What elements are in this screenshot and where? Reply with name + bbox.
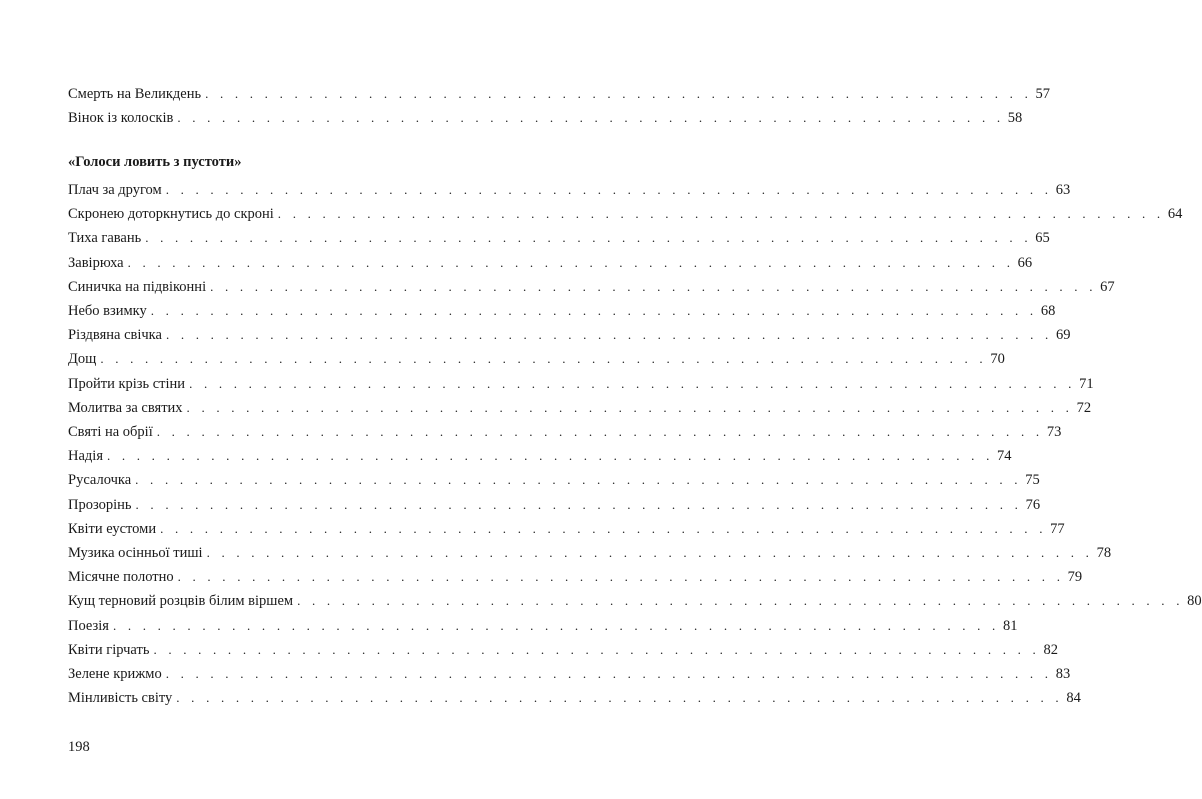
toc-entry-title: Смерть на Великдень bbox=[68, 86, 202, 102]
toc-entry-page: 70 bbox=[990, 351, 1005, 368]
toc-entry-title: Пройти крізь стіни bbox=[68, 375, 186, 392]
toc-entry bbox=[68, 589, 1202, 613]
toc-entry bbox=[68, 541, 1112, 565]
toc-entry bbox=[68, 614, 1018, 638]
toc-entry bbox=[68, 323, 1071, 347]
toc-entry bbox=[68, 662, 1071, 686]
toc-entry bbox=[68, 372, 1094, 396]
toc-entry-title: Синичка на підвіконні bbox=[68, 278, 207, 295]
toc-entry-page: 84 bbox=[1066, 690, 1081, 707]
toc-entry bbox=[68, 565, 1083, 589]
toc-dot-leader: . . . . . . . . . . . . . . . . . . . . . . . . . . . . . . . . . . . . . . . . . . . . . . . . . . . . . . . . . . . . bbox=[106, 448, 994, 464]
toc-entry-page: 74 bbox=[997, 448, 1012, 465]
toc-entry bbox=[68, 396, 1092, 420]
toc-dot-leader: . . . . . . . . . . . . . . . . . . . . . . . . . . . . . . . . . . . . . . . . . . . . . . . . . . . . . . . . . . . . bbox=[135, 472, 1022, 488]
toc-entry-page: 68 bbox=[1040, 303, 1056, 319]
toc-entry-page: 57 bbox=[1035, 86, 1051, 102]
toc-entry-page: 64 bbox=[1167, 206, 1183, 223]
section-heading: «Голоси ловить з пустоти» bbox=[68, 154, 242, 170]
toc-entry-title: Тиха гавань bbox=[68, 230, 142, 247]
toc-entry-title: Скронею доторкнутись до скроні bbox=[68, 206, 274, 223]
toc-entry-page: 69 bbox=[1056, 327, 1071, 344]
toc-entry-title: Прозорінь bbox=[68, 496, 132, 513]
toc-entry-page: 73 bbox=[1046, 424, 1062, 440]
toc-dot-leader: . . . . . . . . . . . . . . . . . . . . . . . . . . . . . . . . . . . . . . . . . . . . . . . . . . . . . . . . . . . . bbox=[100, 351, 987, 367]
toc-entry bbox=[68, 638, 1058, 662]
toc-entry-title: Надія bbox=[68, 448, 103, 465]
toc-dot-leader: . . . . . . . . . . . . . . . . . . . . . . . . . . . . . . . . . . . . . . . . . . . . . . . . . . . . . . . . . . . . bbox=[150, 303, 1038, 318]
toc-entry bbox=[68, 444, 1012, 468]
toc-entry-page: 80 bbox=[1187, 593, 1202, 610]
toc-entry-title: Квіти еустоми bbox=[68, 520, 157, 537]
toc-entry-title: Зелене крижмо bbox=[68, 666, 162, 682]
toc-dot-leader: . . . . . . . . . . . . . . . . . . . . . . . . . . . . . . . . . . . . . . . . . . . . . . . . . . . . . . . . . . . . bbox=[210, 278, 1097, 294]
toc-entry-title: Різдвяна свічка bbox=[68, 327, 162, 344]
toc-entry-page: 63 bbox=[1055, 182, 1071, 198]
toc-entry-title: Мінливість світу bbox=[68, 690, 173, 707]
toc-dot-leader: . . . . . . . . . . . . . . . . . . . . . . . . . . . . . . . . . . . . . . . . . . . . . . . . . . . . . . . . . . . . bbox=[165, 182, 1053, 197]
toc-dot-leader: . . . . . . . . . . . . . . . . . . . . . . . . . . . . . . . . . . . . . . . . . . . . . . . . . . . . . . . . . . . . bbox=[135, 496, 1023, 512]
toc-entry-title: Вінок із колосків bbox=[68, 110, 174, 126]
toc-entry-page: 79 bbox=[1067, 569, 1083, 586]
toc-entry bbox=[68, 686, 1081, 710]
toc-dot-leader: . . . . . . . . . . . . . . . . . . . . . . . . . . . . . . . . . . . . . . . . . . . . . . . . . . . . . . . . bbox=[205, 86, 1033, 101]
toc-entry-page: 76 bbox=[1025, 496, 1041, 513]
toc-dot-leader: . . . . . . . . . . . . . . . . . . . . . . . . . . . . . . . . . . . . . . . . . . . . . . . . . . . . . . . . . . . . bbox=[186, 399, 1074, 415]
toc-entry-title: Дощ bbox=[68, 351, 97, 368]
toc-dot-leader: . . . . . . . . . . . . . . . . . . . . . . . . . . . . . . . . . . . . . . . . . . . . . . . . . . . . . . . . . . . . bbox=[189, 375, 1076, 391]
toc-entry-title: Святі на обрії bbox=[68, 424, 153, 440]
toc-entry-title: Плач за другом bbox=[68, 182, 162, 198]
toc-entry bbox=[68, 420, 1062, 444]
toc-dot-leader: . . . . . . . . . . . . . . . . . . . . . . . . . . . . . . . . . . . . . . . . . . . . . . . . . . . . . . . . . . . . bbox=[160, 520, 1047, 536]
toc-entry-page: 75 bbox=[1025, 472, 1040, 489]
toc-dot-leader: . . . . . . . . . . . . . . . . . . . . . . . . . . . . . . . . . . . . . . . . . . . . . . . . . . . . . . . . . . . . bbox=[297, 593, 1184, 609]
toc-entry-page: 66 bbox=[1017, 254, 1033, 271]
toc-entry bbox=[68, 251, 1033, 275]
toc-dot-leader: . . . . . . . . . . . . . . . . . . . . . . . . . . . . . . . . . . . . . . . . . . . . . . . . . . . . . . . . . . . . bbox=[127, 254, 1015, 270]
toc-entry bbox=[68, 275, 1115, 299]
toc-entry bbox=[68, 468, 1040, 492]
toc-entry bbox=[68, 202, 1183, 226]
toc-entry-title: Поезія bbox=[68, 617, 109, 634]
toc-dot-leader: . . . . . . . . . . . . . . . . . . . . . . . . . . . . . . . . . . . . . . . . . . . . . . . . . . . . . . . . . . . . bbox=[165, 327, 1053, 343]
toc-entry-title: Завірюха bbox=[68, 254, 124, 271]
toc-dot-leader: . . . . . . . . . . . . . . . . . . . . . . . . . . . . . . . . . . . . . . . . . . . . . . . . . . . . . . . . . . . . bbox=[112, 617, 1000, 633]
toc-entry-page: 67 bbox=[1100, 278, 1115, 295]
toc-dot-leader: . . . . . . . . . . . . . . . . . . . . . . . . . . . . . . . . . . . . . . . . . . . . . . . . . . . . . . . . . . . . bbox=[206, 545, 1094, 560]
toc-entry bbox=[68, 493, 1041, 517]
toc-entry-title: Небо взимку bbox=[68, 303, 147, 319]
toc-entry-title: Музика осінньої тиші bbox=[68, 545, 203, 561]
toc-entry bbox=[68, 299, 1056, 323]
toc-dot-leader: . . . . . . . . . . . . . . . . . . . . . . . . . . . . . . . . . . . . . . . . . . . . . . . . . . . . . . . . . . . . bbox=[165, 666, 1053, 681]
toc-entry-title: Русалочка bbox=[68, 472, 132, 489]
toc-dot-leader: . . . . . . . . . . . . . . . . . . . . . . . . . . . . . . . . . . . . . . . . . . . . . . . . . . . . . . . . . . . . bbox=[156, 424, 1044, 439]
toc-entry bbox=[68, 517, 1065, 541]
toc-dot-leader: . . . . . . . . . . . . . . . . . . . . . . . . . . . . . . . . . . . . . . . . . . . . . . . . . . . . . . . . . . . . bbox=[145, 230, 1032, 246]
toc-entry bbox=[68, 106, 1023, 130]
toc-entry bbox=[68, 226, 1050, 250]
toc-entry-title: Кущ терновий розцвів білим віршем bbox=[68, 593, 294, 610]
toc-entry-page: 58 bbox=[1007, 110, 1023, 126]
toc-entry-title: Квіти гірчать bbox=[68, 641, 150, 658]
toc-dot-leader: . . . . . . . . . . . . . . . . . . . . . . . . . . . . . . . . . . . . . . . . . . . . . . . . . . . . . . . . . . . . bbox=[153, 641, 1040, 657]
toc-entry-page: 83 bbox=[1055, 666, 1071, 682]
toc-entry-page: 71 bbox=[1079, 375, 1094, 392]
toc-entry-title: Молитва за святих bbox=[68, 399, 183, 416]
toc-entry-page: 65 bbox=[1035, 230, 1050, 247]
toc-entry bbox=[68, 347, 1005, 371]
toc-entry-page: 77 bbox=[1050, 520, 1065, 537]
toc-entry-page: 78 bbox=[1096, 545, 1112, 561]
toc-entry-title: Місячне полотно bbox=[68, 569, 174, 586]
toc-entry bbox=[68, 178, 1071, 202]
toc-entry-page: 82 bbox=[1043, 641, 1058, 658]
toc-entry-page: 81 bbox=[1003, 617, 1018, 634]
toc-dot-leader: . . . . . . . . . . . . . . . . . . . . . . . . . . . . . . . . . . . . . . . . . . . . . . . . . . . . . . . . . . . . bbox=[277, 206, 1165, 222]
page-number: 198 bbox=[68, 739, 90, 755]
toc-dot-leader: . . . . . . . . . . . . . . . . . . . . . . . . . . . . . . . . . . . . . . . . . . . . . . . . . . . . . . . . . . . . bbox=[177, 569, 1065, 585]
toc-dot-leader: . . . . . . . . . . . . . . . . . . . . . . . . . . . . . . . . . . . . . . . . . . . . . . . . . . . . . . . . bbox=[177, 110, 1005, 125]
toc-dot-leader: . . . . . . . . . . . . . . . . . . . . . . . . . . . . . . . . . . . . . . . . . . . . . . . . . . . . . . . . . . . . bbox=[176, 690, 1063, 706]
toc-entry-page: 72 bbox=[1076, 399, 1092, 416]
toc-entry bbox=[68, 82, 1051, 106]
